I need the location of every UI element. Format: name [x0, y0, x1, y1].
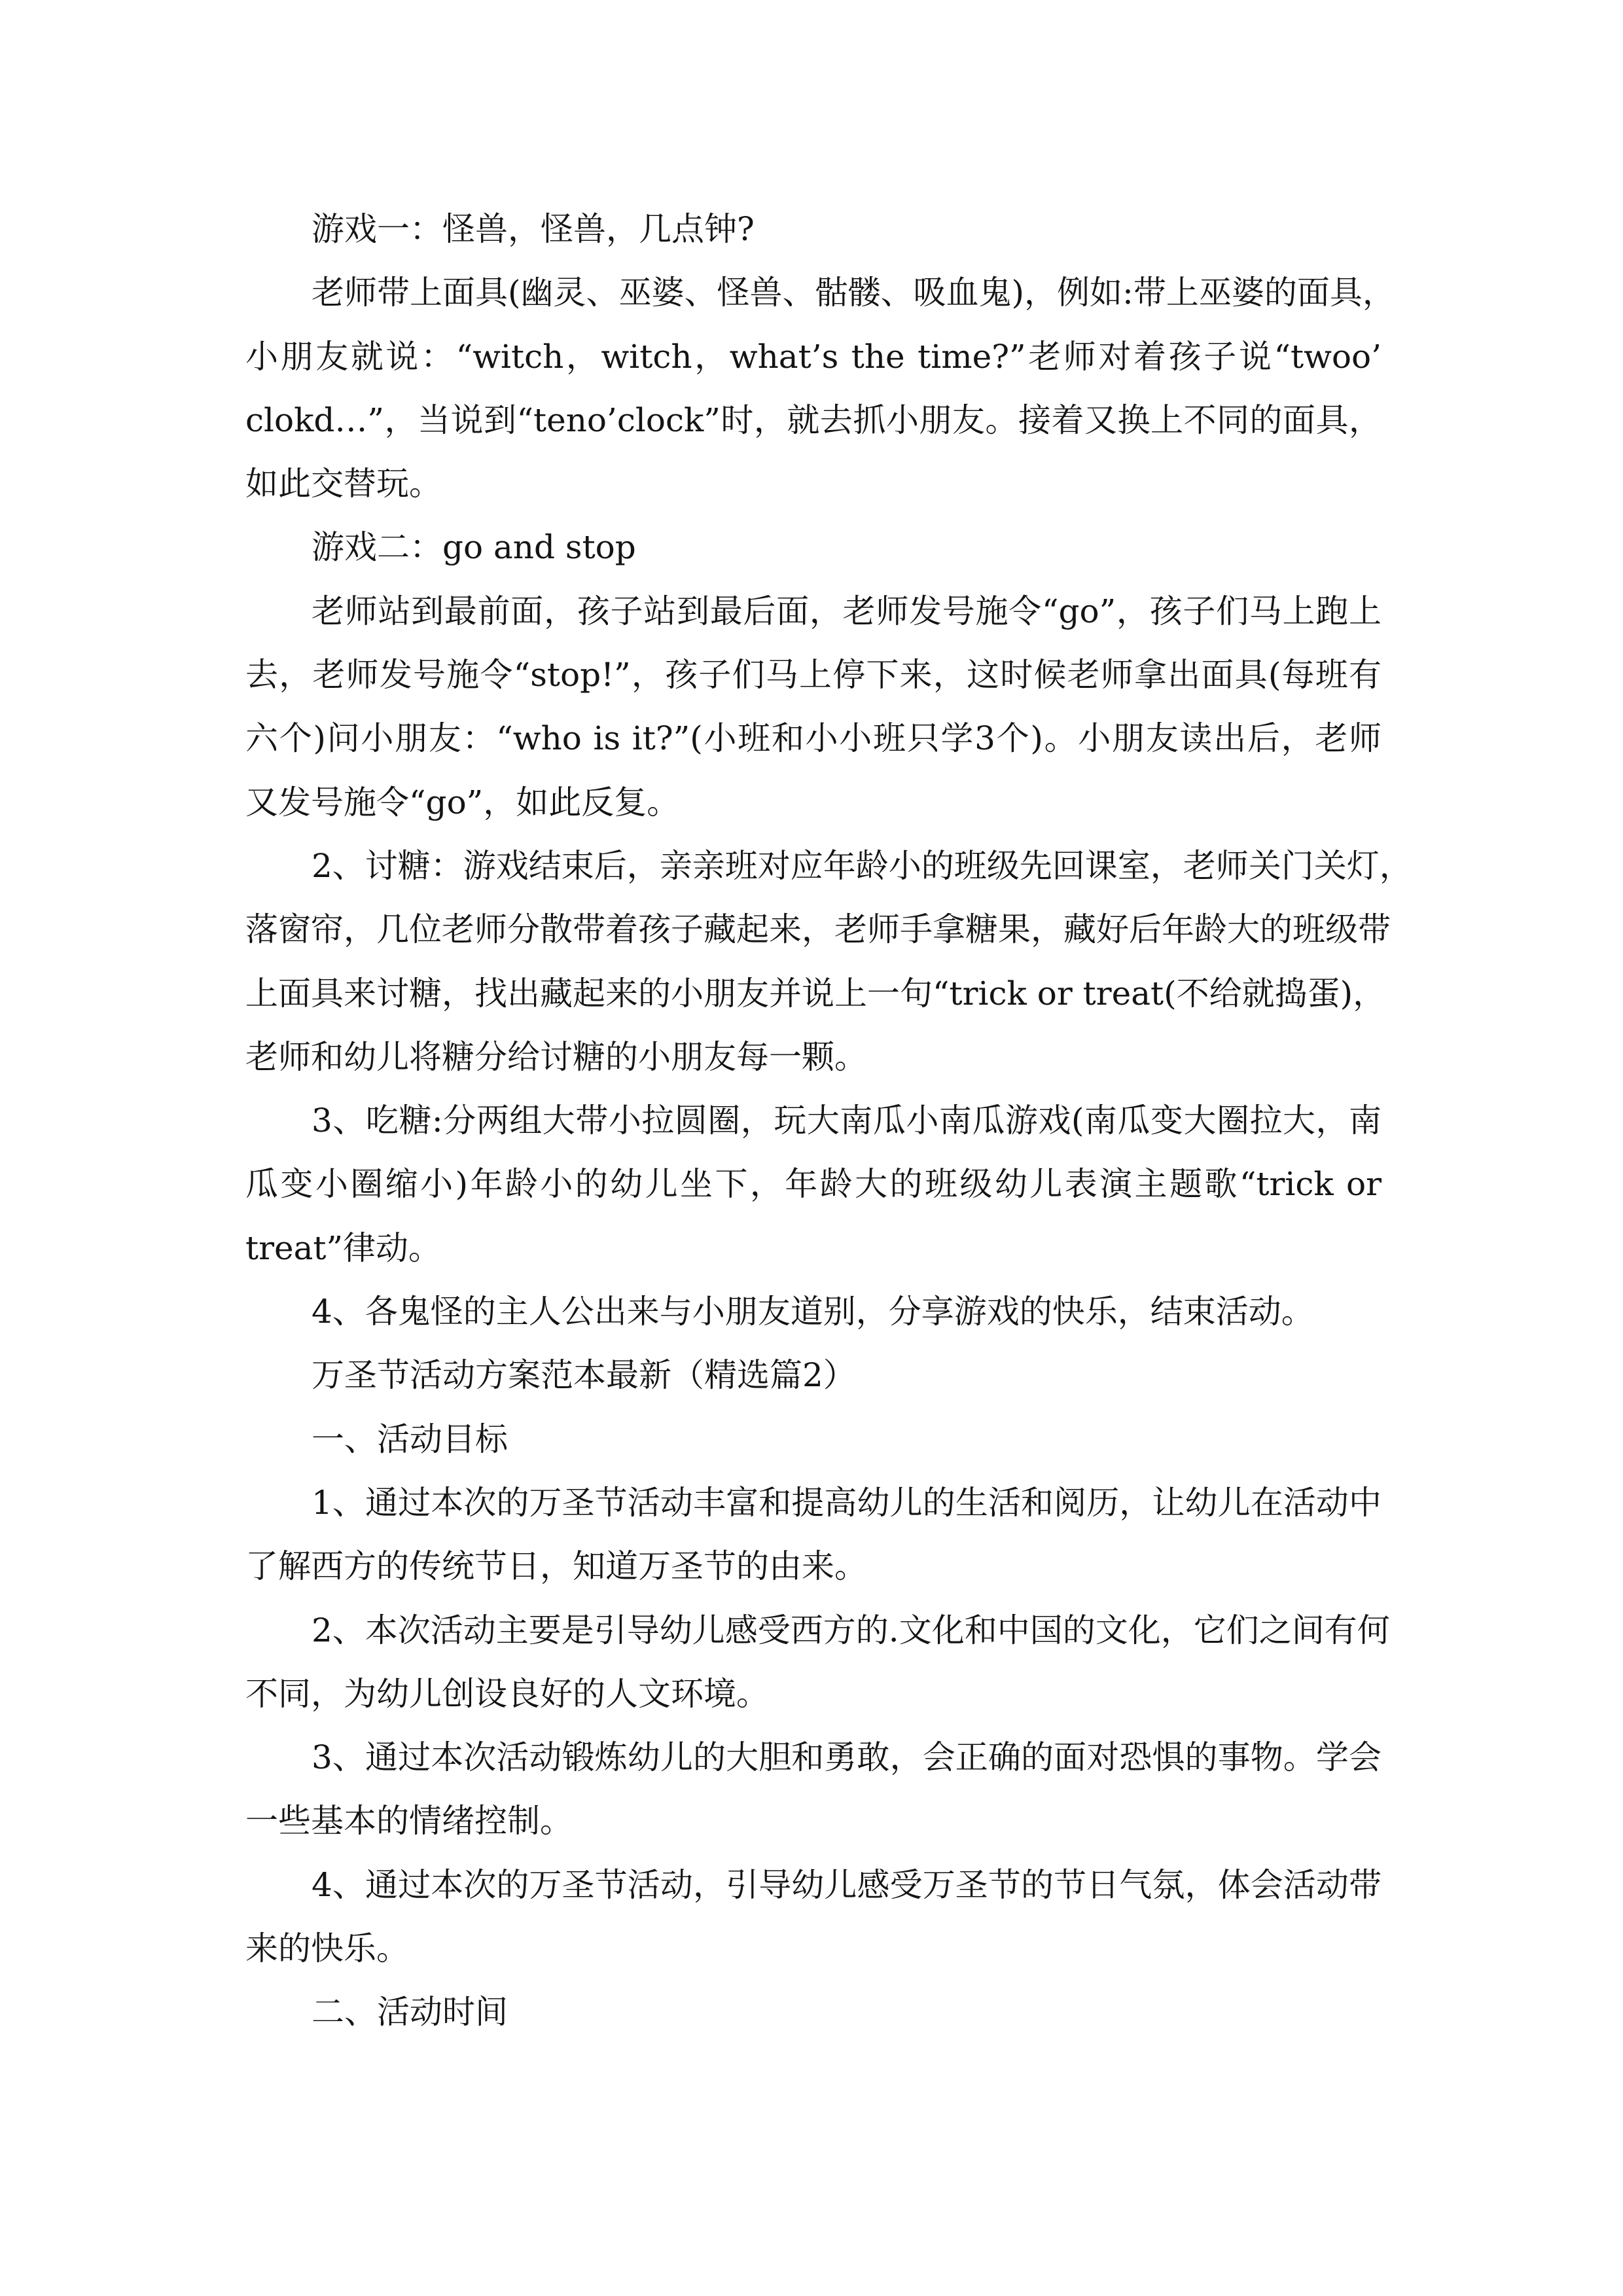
- text-line: 3、通过本次活动锻炼幼儿的大胆和勇敢，会正确的面对恐惧的事物。学会: [312, 1738, 1382, 1777]
- text-line: 二、活动时间: [312, 1993, 508, 2032]
- text-line: 老师和幼儿将糖分给讨糖的小朋友每一颗。: [245, 1037, 867, 1076]
- text-line: 游戏二：go and stop: [312, 528, 636, 567]
- text-line: clokd…”，当说到“teno’clock”时，就去抓小朋友。接着又换上不同的面具，: [245, 401, 1382, 439]
- text-line: 万圣节活动方案范本最新（精选篇2）: [312, 1356, 856, 1395]
- text-line: 3、吃糖:分两组大带小拉圆圈，玩大南瓜小南瓜游戏(南瓜变大圈拉大，南: [312, 1102, 1382, 1140]
- paragraph: [245, 1726, 1382, 1854]
- paragraph: [245, 834, 1412, 1089]
- text-line: 了解西方的传统节日，知道万圣节的由来。: [245, 1547, 867, 1586]
- text-line: 瓜变小圈缩小)年龄小的幼儿坐下，年龄大的班级幼儿表演主题歌“trick or: [245, 1165, 1382, 1204]
- text-line: 2、本次活动主要是引导幼儿感受西方的.文化和中国的文化，它们之间有何: [312, 1611, 1390, 1649]
- text-line: 六个)问小朋友：“who is it?”(小班和小小班只学3个)。小朋友读出后，老师: [245, 719, 1382, 758]
- paragraph: [245, 261, 1395, 516]
- text-line: 4、各鬼怪的主人公出来与小朋友道别，分享游戏的快乐，结束活动。: [312, 1293, 1314, 1331]
- text-line: treat”律动。: [245, 1229, 442, 1267]
- subheading-activity-goals: [245, 1408, 1382, 1471]
- text-line: 4、通过本次的万圣节活动，引导幼儿感受万圣节的节日气氛，体会活动带: [312, 1865, 1382, 1904]
- subheading-activity-time: [245, 1981, 1382, 2044]
- game-one-heading: [245, 198, 1382, 261]
- paragraph: [245, 1471, 1382, 1599]
- text-line: 又发号施令“go”，如此反复。: [245, 783, 680, 821]
- text-line: 游戏一：怪兽，怪兽，几点钟?: [312, 210, 755, 248]
- text-line: 上面具来讨糖，找出藏起来的小朋友并说上一句“trick or treat(不给就捣蛋)，: [245, 974, 1386, 1013]
- section-title: [245, 1344, 1382, 1407]
- paragraph: [245, 1280, 1382, 1344]
- text-line: 来的快乐。: [245, 1929, 409, 1968]
- text-line: 一、活动目标: [312, 1420, 508, 1458]
- text-line: 落窗帘，几位老师分散带着孩子藏起来，老师手拿糖果，藏好后年龄大的班级带: [245, 910, 1391, 949]
- text-line: 如此交替玩。: [245, 465, 442, 503]
- text-line: 2、讨糖：游戏结束后，亲亲班对应年龄小的班级先回课室，老师关门关灯，: [312, 846, 1412, 885]
- text-line: 1、通过本次的万圣节活动丰富和提高幼儿的生活和阅历，让幼儿在活动中: [312, 1483, 1382, 1522]
- text-line: 不同，为幼儿创设良好的人文环境。: [245, 1674, 769, 1713]
- game-two-heading: [245, 516, 1382, 579]
- paragraph: [245, 580, 1382, 834]
- text-line: 小朋友就说：“witch，witch，what’s the time?”老师对着孩子说“twoo’: [245, 337, 1382, 376]
- paragraph: [245, 1599, 1390, 1727]
- paragraph: [245, 1089, 1382, 1280]
- text-line: 去，老师发号施令“stop!”，孩子们马上停下来，这时候老师拿出面具(每班有: [245, 656, 1382, 694]
- document-body: [245, 198, 1412, 2045]
- text-line: 老师站到最前面，孩子站到最后面，老师发号施令“go”，孩子们马上跑上: [312, 592, 1382, 630]
- text-line: 一些基本的情绪控制。: [245, 1802, 573, 1840]
- paragraph: [245, 1854, 1382, 1981]
- text-line: 老师带上面具(幽灵、巫婆、怪兽、骷髅、吸血鬼)，例如:带上巫婆的面具，: [312, 274, 1395, 312]
